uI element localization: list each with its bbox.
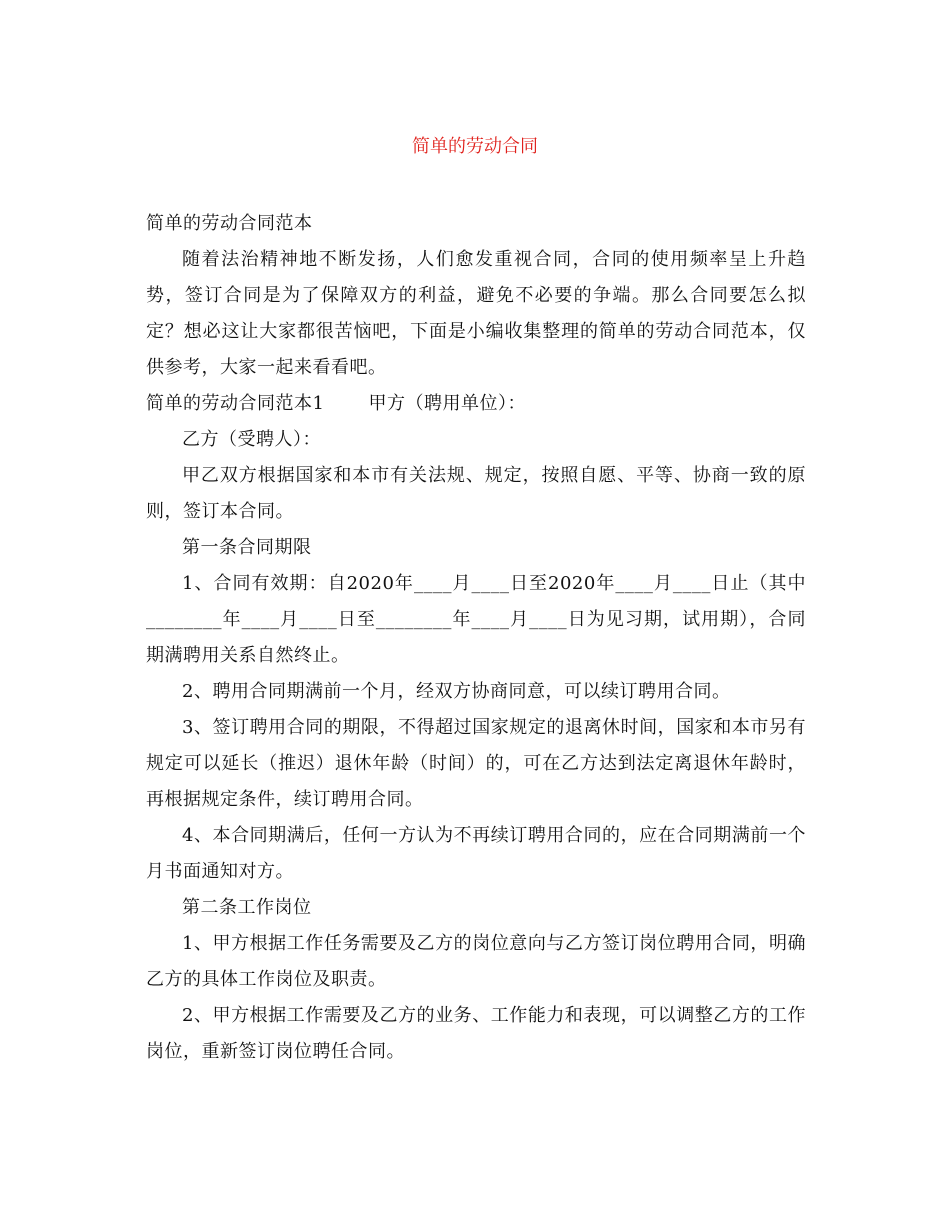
article2-title: 第二条工作岗位 xyxy=(182,897,312,918)
document-title: 简单的劳动合同 xyxy=(412,136,538,157)
sample-heading-line xyxy=(146,386,806,422)
document-subtitle: 简单的劳动合同范本 xyxy=(146,213,313,234)
article2-item: 1、甲方根据工作任务需要及乙方的岗位意向与乙方签订岗位聘用合同，明确乙方的具体工作岗位及职责。 xyxy=(146,933,806,990)
document-body xyxy=(146,206,806,1070)
article1-item: 1、合同有效期：自2020年____月____日至2020年____月____日止（其中________年____月____日至________年____月____日为见习期，试用期），合同期满聘用关系自然终止。 xyxy=(146,573,806,666)
party-b-label: 乙方（受聘人）： xyxy=(182,429,321,450)
article1-item: 3、签订聘用合同的期限，不得超过国家规定的退离休时间，国家和本市另有规定可以延长（推迟）退休年龄（时间）的，可在乙方达到法定离退休年龄时，再根据规定条件，续订聘用合同。 xyxy=(146,717,806,810)
article1-item: 2、聘用合同期满前一个月，经双方协商同意，可以续订聘用合同。 xyxy=(182,681,731,702)
sample-heading: 简单的劳动合同范本1 xyxy=(146,393,325,414)
article1-item: 4、本合同期满后，任何一方认为不再续订聘用合同的，应在合同期满前一个月书面通知对方。 xyxy=(146,825,806,882)
intro-paragraph: 随着法治精神地不断发扬，人们愈发重视合同，合同的使用频率呈上升趋势，签订合同是为了保障双方的利益，避免不必要的争端。那么合同要怎么拟定？想必这让大家都很苦恼吧，下面是小编收集整理的简单的劳动合同范本，仅供参考，大家一起来看看吧。 xyxy=(146,249,806,378)
article2-item: 2、甲方根据工作需要及乙方的业务、工作能力和表现，可以调整乙方的工作岗位，重新签订岗位聘任合同。 xyxy=(146,1005,806,1062)
preamble-paragraph: 甲乙双方根据国家和本市有关法规、规定，按照自愿、平等、协商一致的原则，签订本合同。 xyxy=(146,465,806,522)
article1-title: 第一条合同期限 xyxy=(182,537,312,558)
party-a-label: 甲方（聘用单位）： xyxy=(368,393,526,414)
